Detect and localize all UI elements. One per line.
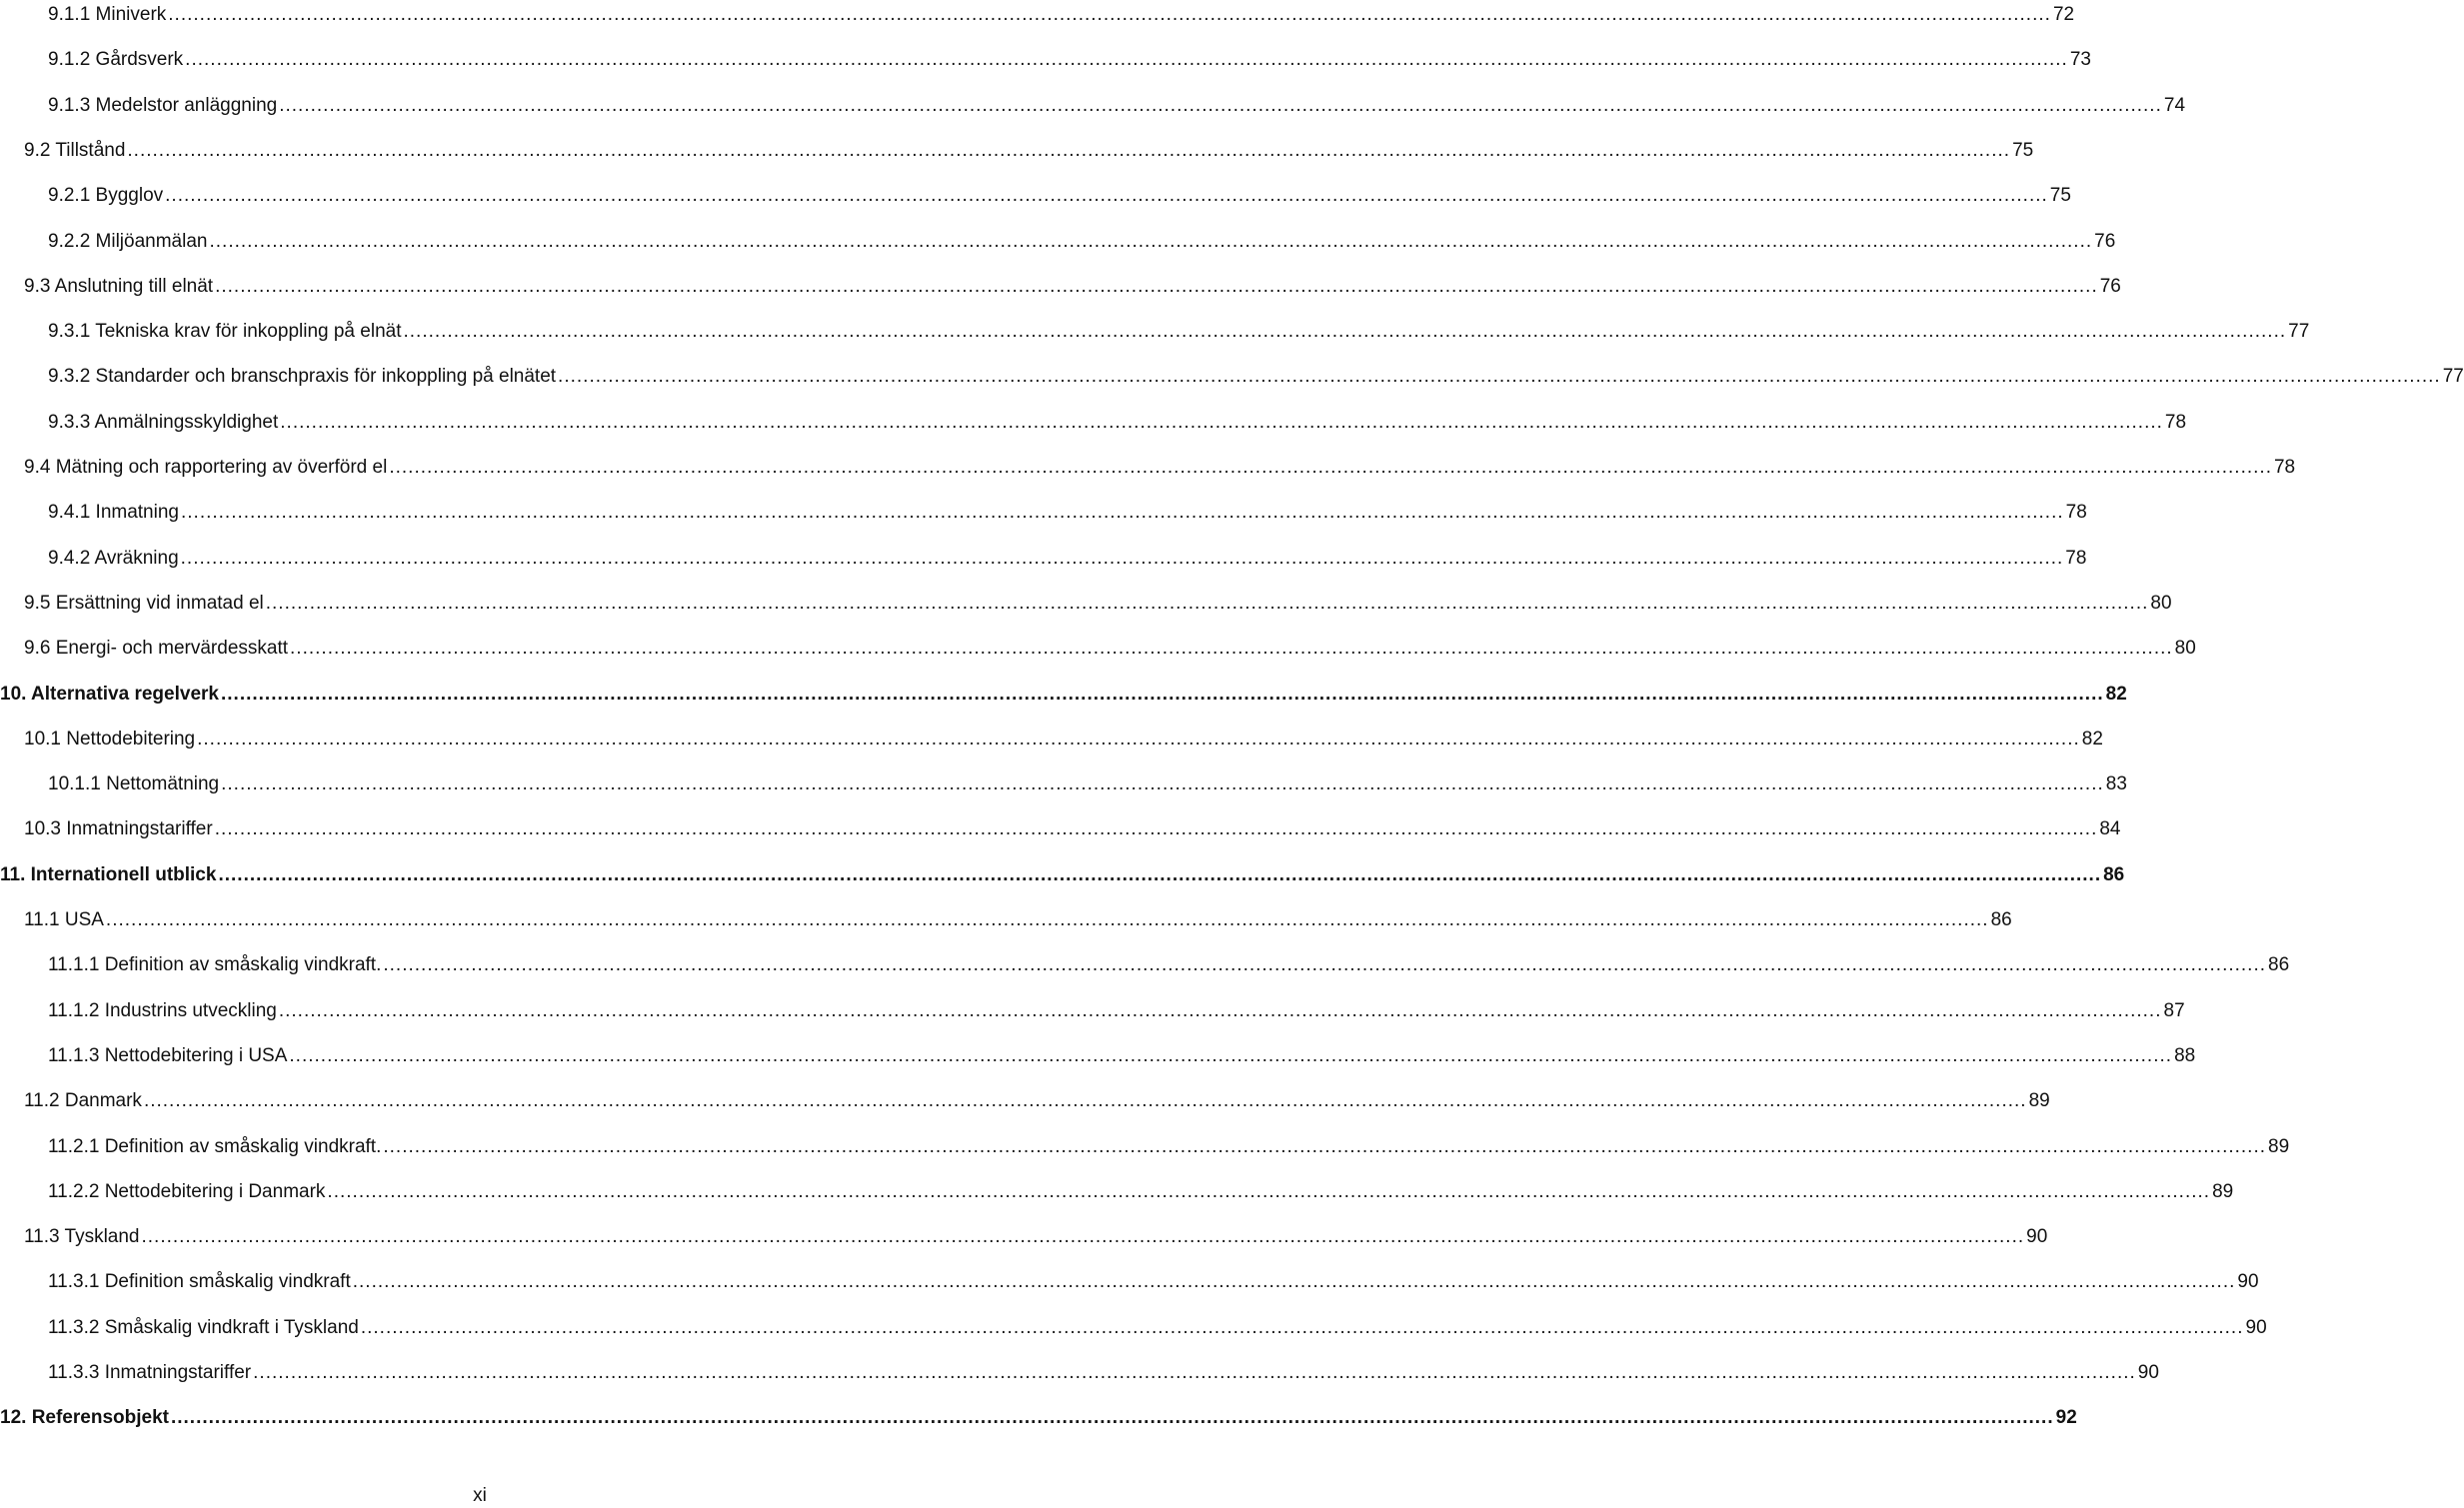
toc-leader-dots: ............................................................................................................................................................................................................................................................................................................ bbox=[558, 366, 2441, 388]
toc-entry[interactable] bbox=[0, 634, 2196, 664]
toc-leader-dots: ............................................................................................................................................................................................................................................................................................................ bbox=[127, 139, 2011, 161]
toc-entry-label: 11.3 Tyskland bbox=[24, 1226, 140, 1248]
toc-entry[interactable] bbox=[0, 769, 2127, 799]
toc-entry-page: 78 bbox=[2164, 411, 2187, 433]
toc-entry[interactable] bbox=[0, 45, 2091, 75]
toc-leader-dots: ............................................................................................................................................................................................................................................................................................................ bbox=[278, 999, 2162, 1021]
toc-entry[interactable] bbox=[0, 814, 2121, 844]
toc-entry-page: 78 bbox=[2273, 457, 2296, 478]
toc-entry-page: 84 bbox=[2099, 818, 2121, 840]
toc-entry-page: 77 bbox=[2288, 321, 2310, 343]
toc-entry[interactable] bbox=[0, 272, 2121, 302]
toc-entry-label: 9.3.2 Standarder och branschpraxis för inkoppling på elnätet bbox=[48, 366, 557, 388]
toc-entry-page: 90 bbox=[2137, 1362, 2159, 1383]
toc-entry-page: 78 bbox=[2065, 547, 2087, 569]
toc-leader-dots: ............................................................................................................................................................................................................................................................................................................ bbox=[265, 592, 2149, 614]
toc-entry-page: 89 bbox=[2028, 1090, 2050, 1112]
toc-entry[interactable] bbox=[0, 136, 2034, 166]
toc-leader-dots: ............................................................................................................................................................................................................................................................................................................ bbox=[253, 1362, 2136, 1383]
toc-entry[interactable] bbox=[0, 498, 2087, 528]
toc-entry-page: 89 bbox=[2212, 1180, 2234, 1202]
toc-entry-page: 82 bbox=[2105, 683, 2127, 705]
toc-entry[interactable] bbox=[0, 1132, 2290, 1162]
toc-entry-label: 9.1.3 Medelstor anläggning bbox=[48, 94, 278, 116]
toc-entry[interactable] bbox=[0, 544, 2087, 574]
toc-leader-dots: ............................................................................................................................................................................................................................................................................................................ bbox=[165, 185, 2048, 207]
toc-entry[interactable] bbox=[0, 453, 2296, 483]
toc-entry-label: 9.4.1 Inmatning bbox=[48, 502, 179, 524]
toc-leader-dots: ............................................................................................................................................................................................................................................................................................................ bbox=[360, 1316, 2244, 1338]
toc-entry-page: 80 bbox=[2150, 592, 2172, 614]
toc-leader-dots: ............................................................................................................................................................................................................................................................................................................ bbox=[383, 1135, 2267, 1157]
toc-entry-page: 90 bbox=[2026, 1226, 2048, 1248]
toc-entry-label: 9.3.3 Anmälningsskyldighet bbox=[48, 411, 279, 433]
toc-entry-page: 73 bbox=[2069, 49, 2091, 71]
toc-entry-page: 76 bbox=[2094, 230, 2116, 252]
toc-leader-dots: ............................................................................................................................................................................................................................................................................................................ bbox=[180, 547, 2064, 569]
toc-entry-page: 76 bbox=[2099, 275, 2121, 297]
toc-entry[interactable] bbox=[0, 1041, 2196, 1071]
toc-entry-label: 11.3.3 Inmatningstariffer bbox=[48, 1362, 252, 1383]
toc-entry-label: 11.1 USA bbox=[24, 909, 104, 930]
toc-leader-dots: ............................................................................................................................................................................................................................................................................................................ bbox=[290, 638, 2173, 660]
toc-entry-page: 86 bbox=[2103, 863, 2125, 885]
toc-leader-dots: ............................................................................................................................................................................................................................................................................................................ bbox=[168, 4, 2051, 25]
toc-entry-label: 11.1.3 Nettodebitering i USA bbox=[48, 1044, 288, 1066]
toc-entry[interactable] bbox=[0, 680, 2127, 710]
toc-leader-dots: ............................................................................................................................................................................................................................................................................................................ bbox=[220, 683, 2104, 705]
toc-entry-page: 72 bbox=[2052, 4, 2075, 25]
toc-entry-page: 89 bbox=[2268, 1135, 2290, 1157]
toc-entry-page: 87 bbox=[2163, 999, 2185, 1021]
toc-leader-dots: ............................................................................................................................................................................................................................................................................................................ bbox=[221, 773, 2104, 795]
toc-entry-label: 11.2.1 Definition av småskalig vindkraft. bbox=[48, 1135, 382, 1157]
toc-entry-label: 9.3 Anslutning till elnät bbox=[24, 275, 214, 297]
toc-leader-dots: ............................................................................................................................................................................................................................................................................................................ bbox=[218, 863, 2102, 885]
toc-entry-label: 10.1.1 Nettomätning bbox=[48, 773, 220, 795]
toc-entry-page: 80 bbox=[2174, 638, 2196, 660]
toc-entry-label: 11.2 Danmark bbox=[24, 1090, 142, 1112]
toc-leader-dots: ............................................................................................................................................................................................................................................................................................................ bbox=[352, 1271, 2236, 1293]
toc-entry[interactable] bbox=[0, 905, 2012, 935]
toc-entry-page: 86 bbox=[1990, 909, 2012, 930]
toc-entry-page: 90 bbox=[2245, 1316, 2267, 1338]
toc-entry-label: 12. Referensobjekt bbox=[0, 1407, 169, 1429]
page-number: xi bbox=[473, 1485, 487, 1506]
toc-entry-page: 86 bbox=[2268, 954, 2290, 976]
toc-entry-page: 75 bbox=[2049, 185, 2071, 207]
toc-entry[interactable] bbox=[0, 725, 2103, 754]
toc-entry[interactable] bbox=[0, 317, 2310, 347]
toc-leader-dots: ............................................................................................................................................................................................................................................................................................................ bbox=[327, 1180, 2211, 1202]
toc-leader-dots: ............................................................................................................................................................................................................................................................................................................ bbox=[185, 49, 2068, 71]
toc-leader-dots: ............................................................................................................................................................................................................................................................................................................ bbox=[141, 1226, 2025, 1248]
toc-entry-label: 11.3.1 Definition småskalig vindkraft bbox=[48, 1271, 351, 1293]
toc-entry-label: 10. Alternativa regelverk bbox=[0, 683, 219, 705]
toc-entry-label: 9.4 Mätning och rapportering av överförd el bbox=[24, 457, 388, 478]
toc-entry[interactable] bbox=[0, 227, 2116, 257]
toc-entry-label: 10.1 Nettodebitering bbox=[24, 728, 196, 750]
toc-entry-label: 9.2 Tillstånd bbox=[24, 139, 126, 161]
toc-leader-dots: ............................................................................................................................................................................................................................................................................................................ bbox=[280, 411, 2163, 433]
toc-entry-page: 77 bbox=[2442, 366, 2464, 388]
toc-leader-dots: ............................................................................................................................................................................................................................................................................................................ bbox=[215, 275, 2098, 297]
toc-entry-page: 75 bbox=[2012, 139, 2034, 161]
toc-entry-page: 78 bbox=[2065, 502, 2087, 524]
toc-entry[interactable] bbox=[0, 1267, 2259, 1297]
toc-entry-label: 11.2.2 Nettodebitering i Danmark bbox=[48, 1180, 326, 1202]
toc-leader-dots: ............................................................................................................................................................................................................................................................................................................ bbox=[214, 818, 2098, 840]
toc-entry[interactable] bbox=[0, 181, 2071, 211]
toc-entry[interactable] bbox=[0, 950, 2290, 980]
toc-entry-page: 88 bbox=[2174, 1044, 2196, 1066]
toc-entry-label: 9.6 Energi- och mervärdesskatt bbox=[24, 638, 289, 660]
toc-leader-dots: ............................................................................................................................................................................................................................................................................................................ bbox=[197, 728, 2080, 750]
toc-entry-label: 9.2.1 Bygglov bbox=[48, 185, 164, 207]
toc-entry[interactable] bbox=[0, 860, 2125, 890]
toc-entry[interactable] bbox=[0, 91, 2186, 121]
toc-leader-dots: ............................................................................................................................................................................................................................................................................................................ bbox=[209, 230, 2093, 252]
toc-entry-label: 9.4.2 Avräkning bbox=[48, 547, 179, 569]
toc-entry-label: 9.1.2 Gårdsverk bbox=[48, 49, 184, 71]
toc-entry[interactable] bbox=[0, 1313, 2267, 1343]
toc-entry[interactable] bbox=[0, 589, 2172, 619]
toc-entry[interactable] bbox=[0, 1086, 2050, 1116]
toc-entry-page: 74 bbox=[2163, 94, 2186, 116]
toc-entry-page: 82 bbox=[2081, 728, 2103, 750]
toc-entry-label: 9.3.1 Tekniska krav för inkoppling på elnät bbox=[48, 321, 402, 343]
toc-entry[interactable] bbox=[0, 0, 2075, 30]
toc-entry-label: 11.1.1 Definition av småskalig vindkraft. bbox=[48, 954, 382, 976]
toc-entry-page: 83 bbox=[2105, 773, 2127, 795]
toc-entry-label: 11.1.2 Industrins utveckling bbox=[48, 999, 277, 1021]
toc-entry-page: 90 bbox=[2237, 1271, 2259, 1293]
toc-entry-label: 11.3.2 Småskalig vindkraft i Tyskland bbox=[48, 1316, 359, 1338]
toc-leader-dots: ............................................................................................................................................................................................................................................................................................................ bbox=[180, 502, 2064, 524]
toc-entry-label: 9.1.1 Miniverk bbox=[48, 4, 167, 25]
toc-leader-dots: ............................................................................................................................................................................................................................................................................................................ bbox=[105, 909, 1989, 930]
toc-entry[interactable] bbox=[0, 1177, 2234, 1207]
toc-leader-dots: ............................................................................................................................................................................................................................................................................................................ bbox=[143, 1090, 2027, 1112]
toc-entry[interactable] bbox=[0, 1358, 2159, 1388]
toc-entry-label: 10.3 Inmatningstariffer bbox=[24, 818, 213, 840]
toc-entry-page: 92 bbox=[2055, 1407, 2077, 1429]
toc-entry[interactable] bbox=[0, 1403, 2077, 1433]
toc-leader-dots: ............................................................................................................................................................................................................................................................................................................ bbox=[279, 94, 2162, 116]
toc-leader-dots: ............................................................................................................................................................................................................................................................................................................ bbox=[289, 1044, 2173, 1066]
toc-leader-dots: ............................................................................................................................................................................................................................................................................................................ bbox=[403, 321, 2287, 343]
toc-entry-label: 9.5 Ersättning vid inmatad el bbox=[24, 592, 264, 614]
toc-leader-dots: ............................................................................................................................................................................................................................................................................................................ bbox=[389, 457, 2272, 478]
toc-entry-label: 11. Internationell utblick bbox=[0, 863, 217, 885]
toc-entry[interactable] bbox=[0, 408, 2187, 438]
toc-entry[interactable] bbox=[0, 362, 2464, 392]
toc-entry[interactable] bbox=[0, 996, 2185, 1026]
toc-entry[interactable] bbox=[0, 1222, 2048, 1252]
toc-leader-dots: ............................................................................................................................................................................................................................................................................................................ bbox=[170, 1407, 2054, 1429]
toc-leader-dots: ............................................................................................................................................................................................................................................................................................................ bbox=[383, 954, 2267, 976]
toc-entry-label: 9.2.2 Miljöanmälan bbox=[48, 230, 208, 252]
